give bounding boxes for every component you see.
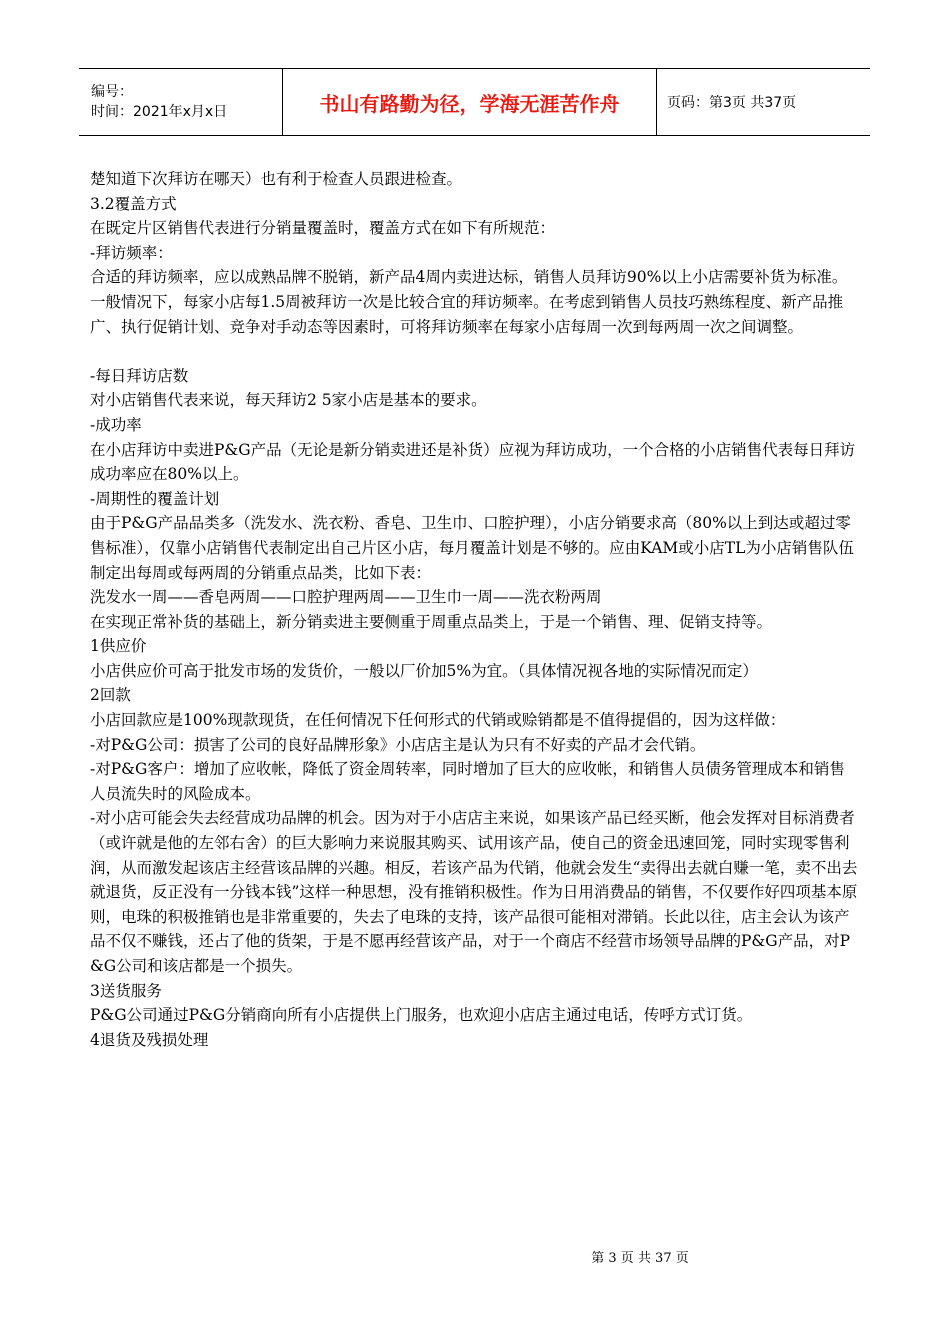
subheading: -拜访频率： — [90, 243, 173, 262]
paragraph: 合适的拜访频率，应以成熟品牌不脱销，新产品4周内卖进达标，销售人员拜访90%以上小店需要补货为标准。一般情况下，每家小店每1.5周被拜访一次是比较合宜的拜访频率。在考虑到销售人员技巧熟练程度、新产品推广、执行促销计划、竞争对手动态等因素时，可将拜访频率在每家小店每周一次到每两周一次之间调整。 — [90, 268, 848, 336]
paragraph: 在小店拜访中卖进P&G产品（无论是新分销卖进还是补货）应视为拜访成功，一个合格的小店销售代表每日拜访成功率应在80%以上。 — [90, 440, 856, 484]
section-heading: 2回款 — [90, 686, 131, 705]
subheading: -成功率 — [90, 415, 142, 434]
header-meta — [79, 69, 283, 135]
motto-text: 书山有路勤为径，学海无涯苦作舟 — [319, 91, 620, 116]
blank-line — [90, 339, 860, 364]
section-heading: 3送货服务 — [90, 981, 162, 1000]
section-heading: 1供应价 — [90, 637, 147, 656]
section-heading: 3.2覆盖方式 — [90, 194, 177, 213]
paragraph: -对P&G客户：增加了应收帐，降低了资金周转率，同时增加了巨大的应收帐，和销售人员债务管理成本和销售人员流失时的风险成本。 — [90, 760, 845, 803]
subheading: -周期性的覆盖计划 — [90, 489, 220, 508]
subheading: -每日拜访店数 — [90, 366, 189, 385]
paragraph: 洗发水一周——香皂两周——口腔护理两周——卫生巾一周——洗衣粉两周 — [90, 588, 602, 607]
paragraph: 小店回款应是100%现款现货，在任何情况下任何形式的代销或赊销都是不值得提倡的，因为这样做： — [90, 711, 786, 730]
paragraph: -对P&G公司：损害了公司的良好品牌形象》小店店主是认为只有不好卖的产品才会代销。 — [90, 735, 706, 754]
page-footer: 第 3 页 共 37 页 — [591, 1251, 689, 1266]
header-motto — [283, 69, 657, 135]
paragraph: 楚知道下次拜访在哪天）也有利于检查人员跟进检查。 — [90, 170, 463, 188]
paragraph: 在既定片区销售代表进行分销量覆盖时，覆盖方式在如下有所规范： — [90, 219, 556, 238]
paragraph: 由于P&G产品品类多（洗发水、洗衣粉、香皂、卫生巾、口腔护理），小店分销要求高（80%以上到达或超过零售标准），仅靠小店销售代表制定出自己片区小店，每月覆盖计划是不够的。应由KAM或小店TL为小店销售队伍制定出每周或每两周的分销重点品类，比如下表： — [90, 514, 854, 582]
page-info-text: 页码：第3页 共37页 — [667, 95, 797, 111]
document-body — [90, 167, 860, 1052]
paragraph: -对小店可能会失去经营成功品牌的机会。因为对于小店店主来说，如果该产品已经买断，他会发挥对目标消费者（或许就是他的左邻右舍）的巨大影响力来说服其购买、试用该产品，使自己的资金迅速回笼，同时实现零售利润，从而激发起该店主经营该品牌的兴趣。相反，若该产品为代销，他就会发生“卖得出去就白赚一笔，卖不出去就退货，反正没有一分钱本钱”这样一种思想，没有推销积极性。作为日用消费品的销售，不仅要作好四项基本原则，电珠的积极推销也是非常重要的，失去了电珠的支持，该产品很可能相对滞销。长此以往，店主会认为该产品不仅不赚钱，还占了他的货架，于是不愿再经营该产品，对于一个商店不经营市场领导品牌的P&G产品，对P&G公司和该店都是一个损失。 — [90, 809, 858, 975]
document-time-label: 时间：2021年x月x日 — [91, 104, 228, 120]
paragraph: 在实现正常补货的基础上，新分销卖进主要侧重于周重点品类上，于是一个销售、理、促销支持等。 — [90, 612, 773, 631]
paragraph: 对小店销售代表来说，每天拜访2 5家小店是基本的要求。 — [90, 391, 487, 410]
section-heading: 4退货及残损处理 — [90, 1030, 209, 1049]
document-number-label: 编号： — [91, 84, 133, 100]
page-header — [79, 68, 870, 136]
header-page-info — [657, 69, 870, 135]
paragraph: P&G公司通过P&G分销商向所有小店提供上门服务，也欢迎小店店主通过电话，传呼方式订货。 — [90, 1006, 753, 1025]
paragraph: 小店供应价可高于批发市场的发货价，一般以厂价加5%为宜。（具体情况视各地的实际情况而定） — [90, 661, 758, 680]
